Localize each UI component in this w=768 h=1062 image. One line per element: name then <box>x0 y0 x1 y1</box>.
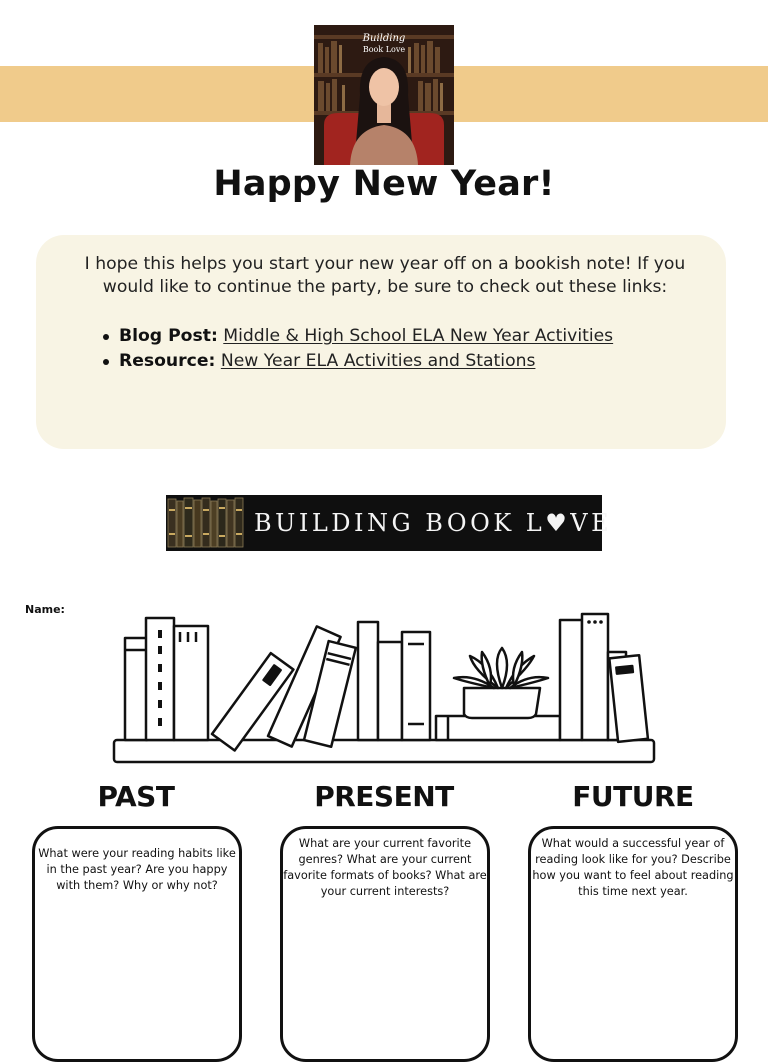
heading-present: PRESENT <box>314 780 454 813</box>
list-item <box>100 324 613 349</box>
list-item <box>100 349 613 374</box>
name-label: Name: <box>25 603 65 616</box>
past-prompt: What were your reading habits like in the past year? Are you happy with them? Why or why not? <box>38 847 236 892</box>
heading-future: FUTURE <box>572 780 694 813</box>
books-icon <box>166 495 246 551</box>
link-label: Resource: <box>119 351 216 371</box>
brand-logo <box>166 495 613 551</box>
bookshelf-illustration <box>108 606 660 768</box>
author-avatar <box>314 25 454 165</box>
logo-wordmark: BUILDING BOOK L♥VE <box>254 509 613 537</box>
svg-text:Building: Building <box>362 33 406 44</box>
intro-text: I hope this helps you start your new year off on a bookish note! If you would like to continue the party, be sure to check out these links: <box>84 254 686 297</box>
future-prompt: What would a successful year of reading look like for you? Describe how you want to feel about reading this time next year. <box>532 837 734 898</box>
blog-post-link[interactable]: Middle & High School ELA New Year Activities <box>223 326 614 346</box>
page-title: Happy New Year! <box>213 164 555 204</box>
link-label: Blog Post: <box>119 326 218 346</box>
resource-link[interactable]: New Year ELA Activities and Stations <box>220 351 536 371</box>
svg-text:Book Love: Book Love <box>362 45 406 54</box>
heart-icon: ♥ <box>545 509 571 537</box>
link-list <box>100 324 613 374</box>
present-prompt: What are your current favorite genres? What are your current favorite formats of books? What are your current interests? <box>283 837 487 898</box>
heading-past: PAST <box>97 780 175 813</box>
